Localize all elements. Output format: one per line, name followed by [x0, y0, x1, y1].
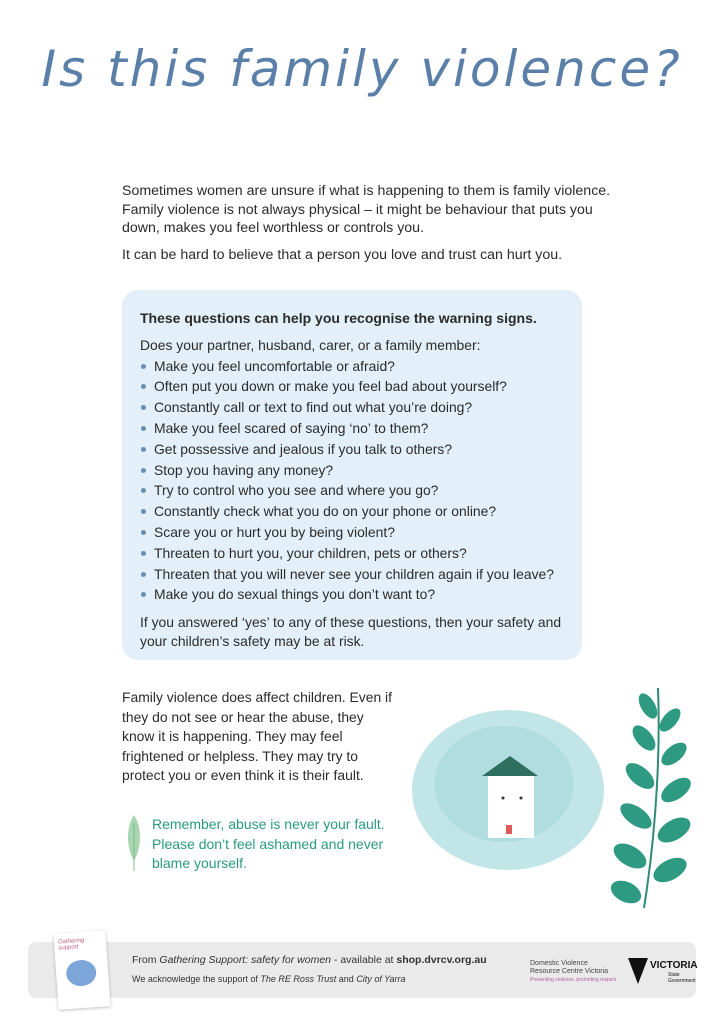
dvrcv-logo: Domestic Violence Resource Centre Victoria Preventing violence, promoting respect — [530, 960, 617, 983]
list-item: Threaten to hurt you, your children, pets or others? — [140, 543, 564, 564]
intro-paragraph-1: Sometimes women are unsure if what is happening to them is family violence. Family violence is not always physical – it might be behaviour that puts you down, makes you feel worthless or controls you. — [122, 183, 611, 236]
list-item: Often put you down or make you feel bad about yourself? — [140, 376, 564, 397]
warning-list — [140, 356, 564, 606]
leaf-icon — [124, 813, 144, 873]
intro-section — [122, 182, 612, 272]
victoria-triangle-icon — [628, 956, 648, 986]
list-item: Scare you or hurt you by being violent? — [140, 522, 564, 543]
booklet-title: Gathering support — [57, 937, 85, 952]
list-item: Try to control who you see and where you go? — [140, 480, 564, 501]
warning-title: These questions can help you recognise the warning signs. — [140, 310, 537, 326]
booklet-flower-icon — [65, 959, 97, 987]
list-item: Constantly call or text to find out what you’re doing? — [140, 397, 564, 418]
list-item: Threaten that you will never see your children again if you leave? — [140, 564, 564, 585]
booklet-cover-image — [53, 930, 110, 1009]
list-item: Make you do sexual things you don’t want to? — [140, 584, 564, 605]
footer-source: From Gathering Support: safety for women - available at shop.dvrcv.org.au — [132, 954, 487, 966]
shop-link[interactable]: shop.dvrcv.org.au — [396, 954, 487, 966]
footer-acknowledgement: We acknowledge the support of The RE Ross Trust and City of Yarra — [132, 974, 406, 984]
list-item: Make you feel scared of saying ‘no’ to them? — [140, 418, 564, 439]
list-item: Constantly check what you do on your phone or online? — [140, 501, 564, 522]
list-item: Stop you having any money? — [140, 460, 564, 481]
victoria-government-logo: VICTORIA State Government — [628, 954, 688, 990]
warning-signs-box — [122, 290, 582, 660]
house-watercolor-illustration — [408, 680, 708, 920]
remember-message: Remember, abuse is never your fault. Please don’t feel ashamed and never blame yourself. — [152, 816, 385, 871]
warning-lead: Does your partner, husband, carer, or a family member: — [140, 336, 481, 353]
warning-conclusion: If you answered ‘yes’ to any of these questions, then your safety and your children’s safety may be at risk. — [140, 614, 562, 650]
page-title: Is this family violence? — [41, 40, 683, 98]
children-paragraph: Family violence does affect children. Even if they do not see or hear the abuse, they know it is happening. They may feel frightened or helpless. They may try to protect you or even think it is their fault. — [122, 689, 392, 783]
publication-title: Gathering Support: safety for women — [159, 954, 332, 966]
list-item: Get possessive and jealous if you talk to others? — [140, 439, 564, 460]
intro-paragraph-2: It can be hard to believe that a person you love and trust can hurt you. — [122, 246, 563, 263]
fern-icon — [607, 688, 695, 908]
list-item: Make you feel uncomfortable or afraid? — [140, 356, 564, 377]
